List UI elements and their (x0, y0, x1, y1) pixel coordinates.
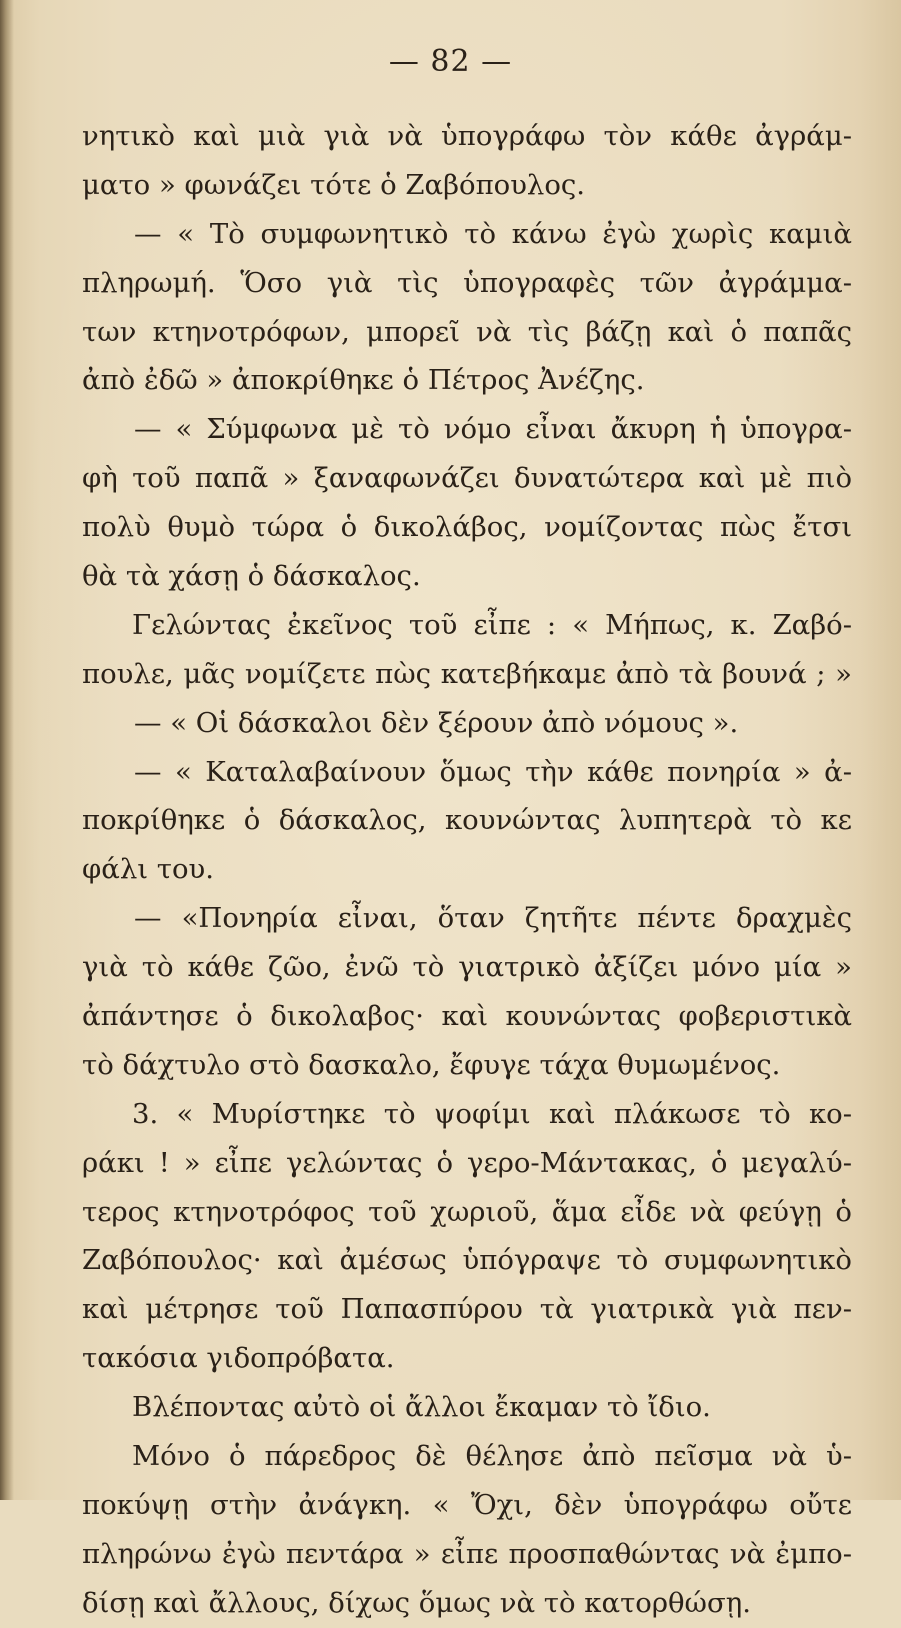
text-line: πληρωμή. Ὅσο γιὰ τὶς ὑπογραφὲς τῶν ἀγράμμα- (82, 266, 852, 299)
text-line: — « Τὸ συμφωνητικὸ τὸ κάνω ἐγὼ χωρὶς καμιὰ (134, 217, 852, 250)
text-line: πολὺ θυμὸ τώρα ὁ δικολάβος, νομίζοντας πὼς ἔτσι (82, 511, 852, 544)
text-line: φάλι του. (82, 853, 215, 886)
text-line: νητικὸ καὶ μιὰ γιὰ νὰ ὑπογράφω τὸν κάθε ἀγράμ- (82, 120, 852, 152)
text-line: πληρώνω ἐγὼ πεντάρα » εἶπε προσπαθώντας νὰ ἐμπο- (82, 1537, 852, 1570)
text-line: — « Καταλαβαίνουν ὅμως τὴν κάθε πονηρία » ἀ- (134, 755, 852, 788)
text-line: φὴ τοῦ παπᾶ » ξαναφωνάζει δυνατώτερα καὶ μὲ πιὸ (82, 462, 852, 495)
text-line: τακόσια γιδοπρόβατα. (82, 1342, 395, 1375)
page-number: — 82 — (388, 44, 513, 79)
text-line: πουλε, μᾶς νομίζετε πὼς κατεβήκαμε ἀπὸ τὰ βουνά ; » (82, 657, 852, 690)
text-line: — «Πονηρία εἶναι, ὅταν ζητῆτε πέντε δραχμὲς (134, 902, 852, 935)
text-line: ποκρίθηκε ὁ δάσκαλος, κουνώντας λυπητερὰ τὸ κε (82, 804, 852, 837)
text-line: ποκύψῃ στὴν ἀνάγκη. « Ὄχι, δὲν ὑπογράφω οὔτε (82, 1488, 852, 1521)
page-binding-edge (0, 0, 14, 1500)
text-line: των κτηνοτρόφων, μπορεῖ νὰ τὶς βάζῃ καὶ ὁ παπᾶς (82, 315, 852, 348)
text-line: τερος κτηνοτρόφος τοῦ χωριοῦ, ἅμα εἶδε νὰ φεύγῃ ὁ (82, 1195, 852, 1228)
text-line: ἀπὸ ἐδῶ » ἀποκρίθηκε ὁ Πέτρος Ἀνέζης. (82, 364, 645, 397)
text-line: θὰ τὰ χάσῃ ὁ δάσκαλος. (82, 560, 421, 593)
text-line: Μόνο ὁ πάρεδρος δὲ θέλησε ἀπὸ πεῖσμα νὰ ὑ- (132, 1440, 852, 1473)
text-line: δίσῃ καὶ ἄλλους, δίχως ὅμως νὰ τὸ κατορθώσῃ. (82, 1586, 751, 1619)
text-line: ματο » φωνάζει τότε ὁ Ζαβόπουλος. (82, 168, 586, 201)
text-line: τὸ δάχτυλο στὸ δασκαλο, ἔφυγε τάχα θυμωμένος. (82, 1048, 781, 1081)
text-line: γιὰ τὸ κάθε ζῶο, ἐνῶ τὸ γιατρικὸ ἀξίζει μόνο μία » (82, 951, 852, 984)
text-line: ράκι ! » εἶπε γελώντας ὁ γερο-Μάντακας, ὁ μεγαλύ- (82, 1146, 852, 1179)
text-line: Γελώντας ἐκεῖνος τοῦ εἶπε : « Μήπως, κ. Ζαβό- (132, 608, 852, 641)
text-line: — « Οἱ δάσκαλοι δὲν ξέρουν ἀπὸ νόμους ». (134, 706, 739, 739)
text-line: καὶ μέτρησε τοῦ Παπασπύρου τὰ γιατρικὰ γιὰ πεν- (82, 1293, 852, 1326)
text-line: Ζαβόπουλος· καὶ ἀμέσως ὑπόγραψε τὸ συμφωνητικὸ (82, 1244, 852, 1277)
body-text (82, 112, 852, 1628)
text-line: — « Σύμφωνα μὲ τὸ νόμο εἶναι ἄκυρη ἡ ὑπογρα- (134, 413, 852, 446)
text-line: ἀπάντησε ὁ δικολαβος· καὶ κουνώντας φοβεριστικὰ (82, 1000, 852, 1033)
text-line: 3. « Μυρίστηκε τὸ ψοφίμι καὶ πλάκωσε τὸ κο- (132, 1097, 852, 1130)
text-line: Βλέποντας αὐτὸ οἱ ἄλλοι ἔκαμαν τὸ ἴδιο. (132, 1391, 711, 1424)
